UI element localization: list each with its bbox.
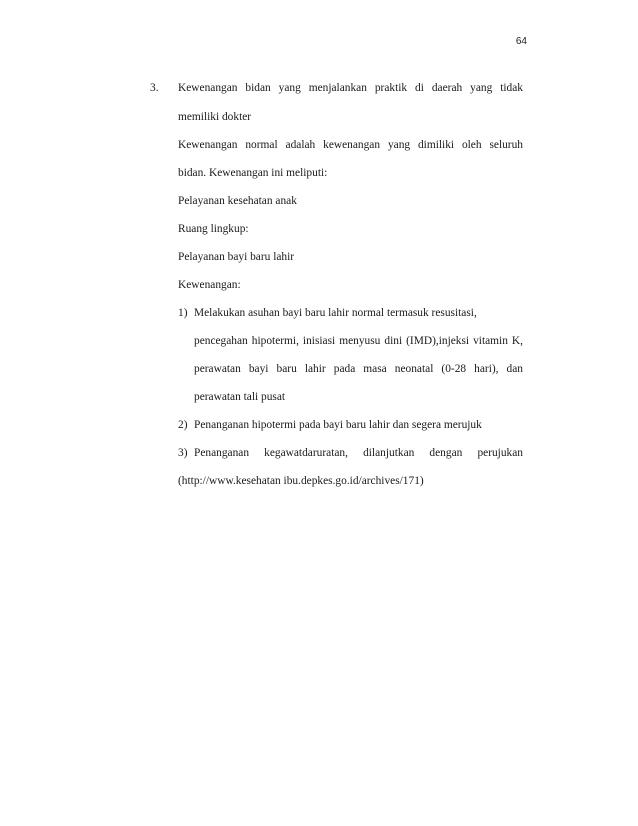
list-item-1-line3: perawatan bayi baru lahir pada masa neonatal (0-28 hari), dan (194, 363, 523, 375)
list-item-1-line2: pencegahan hipotermi, inisiasi menyusu dini (IMD),injeksi vitamin K, (194, 335, 523, 347)
section-title-line1: Kewenangan bidan yang menjalankan praktik di daerah yang tidak (178, 82, 523, 94)
paragraph-line2: bidan. Kewenangan ini meliputi: (178, 167, 328, 179)
paragraph-line1: Kewenangan normal adalah kewenangan yang dimiliki oleh seluruh (178, 139, 523, 151)
list-item-1-line4: perawatan tali pusat (194, 391, 286, 403)
scope-label: Ruang lingkup: (178, 223, 249, 235)
page-number: 64 (515, 36, 527, 47)
section-title-line2: memiliki dokter (178, 111, 252, 123)
list-item-number: 1) (178, 307, 188, 319)
scope-item: Pelayanan bayi baru lahir (178, 251, 295, 263)
list-item-number: 3) (178, 447, 188, 459)
list-item-3-line1: Penanganan kegawatdaruratan, dilanjutkan dengan perujukan (194, 447, 523, 459)
authority-label: Kewenangan: (178, 279, 241, 291)
list-item-1-line1: Melakukan asuhan bayi baru lahir normal termasuk resusitasi, (194, 307, 477, 319)
section-number: 3. (150, 82, 159, 94)
service-heading: Pelayanan kesehatan anak (178, 195, 297, 207)
list-item-2-line1: Penanganan hipotermi pada bayi baru lahir dan segera merujuk (194, 419, 482, 431)
source-citation: (http://www.kesehatan ibu.depkes.go.id/archives/171) (178, 475, 424, 487)
list-item-number: 2) (178, 419, 188, 431)
